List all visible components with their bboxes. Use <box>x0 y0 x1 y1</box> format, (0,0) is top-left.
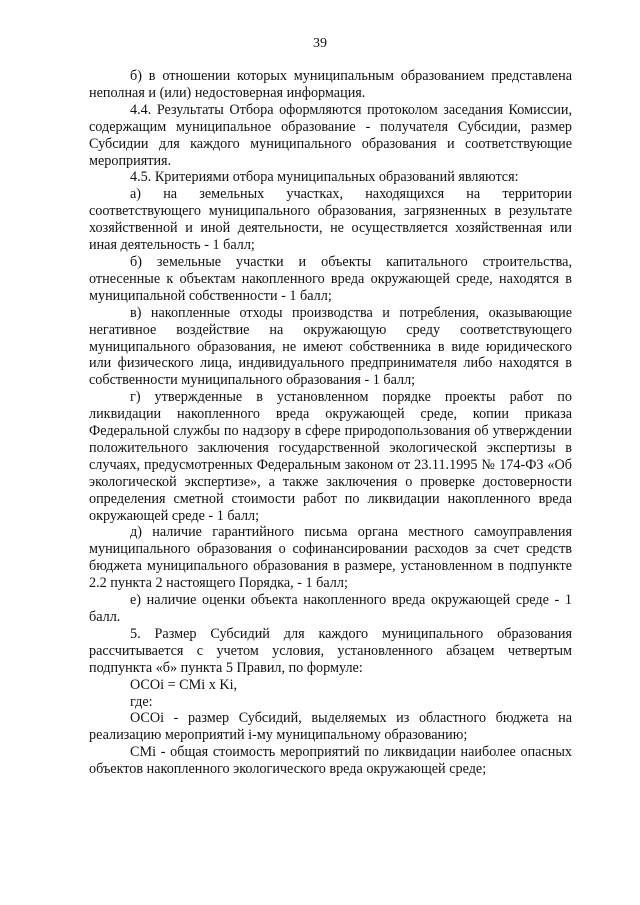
criterion-v: в) накопленные отходы производства и потребления, оказывающие негативное воздействие на окружающую среду соответствующего муниципального образования, не имеют собственника в виде юридического или физического лица, индивидуального предпринимателя либо находятся в собственности муниципального образования - 1 балл; <box>89 304 572 389</box>
document-body <box>89 68 572 778</box>
definition-cm: СМi - общая стоимость мероприятий по ликвидации наиболее опасных объектов накопленного экологического вреда окружающей среде; <box>89 744 572 778</box>
criterion-d: д) наличие гарантийного письма органа местного самоуправления муниципального образования о софинансировании расходов за счет средств бюджета муниципального образования в размере, установленном в подпункте 2.2 пункта 2 настоящего Порядка, - 1 балл; <box>89 524 572 592</box>
definition-oco: ОСОi - размер Субсидий, выделяемых из областного бюджета на реализацию мероприятий i-му муниципальному образованию; <box>89 710 572 744</box>
page-number: 39 <box>313 36 327 51</box>
paragraph-5-subsidy-size: 5. Размер Субсидий для каждого муниципального образования рассчитывается с учетом условия, установленного абзацем четвертым подпункта «б» пункта 5 Правил, по формуле: <box>89 625 572 676</box>
paragraph-b-incomplete-info: б) в отношении которых муниципальным образованием представлена неполная и (или) недостоверная информация. <box>89 68 572 101</box>
criterion-e: е) наличие оценки объекта накопленного вреда окружающей среде - 1 балл. <box>89 592 572 625</box>
formula: ОСОi = СМi x Ki, <box>130 676 238 693</box>
paragraph-4-4-results: 4.4. Результаты Отбора оформляются протоколом заседания Комиссии, содержащим муниципальное образование - получателя Субсидии, размер Субсидии для каждого муниципального образования и соответствующие мероприятия. <box>89 101 572 169</box>
paragraph-4-5-criteria: 4.5. Критериями отбора муниципальных образований являются: <box>130 169 519 186</box>
criterion-a: а) на земельных участках, находящихся на территории соответствующего муниципального образования, загрязненных в результате хозяйственной и иной деятельности, не осуществляется хозяйственная или иная деятельность - 1 балл; <box>89 186 572 254</box>
criterion-g: г) утвержденные в установленном порядке проекты работ по ликвидации накопленного вреда окружающей среде, копии приказа Федеральной службы по надзору в сфере природопользования об утверждении положительного заключения государственной экологической экспертизы в случаях, предусмотренных Федеральным законом от 23.11.1995 № 174-ФЗ «Об экологической экспертизе», а также заключения о проверке достоверности определения сметной стоимости работ по ликвидации накопленного вреда окружающей среде - 1 балл; <box>89 389 572 524</box>
criterion-b: б) земельные участки и объекты капитального строительства, отнесенные к объектам накопленного вреда окружающей среде, находятся в муниципальной собственности - 1 балл; <box>89 253 572 304</box>
formula-where: где: <box>130 693 153 710</box>
